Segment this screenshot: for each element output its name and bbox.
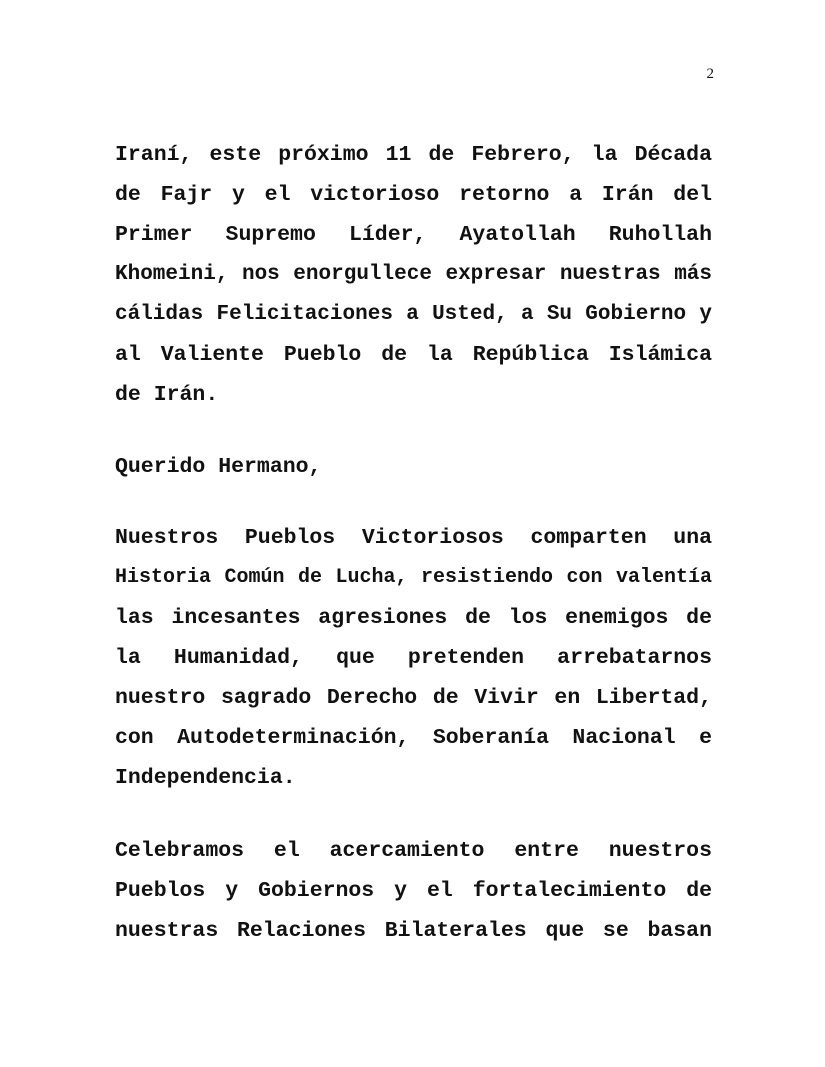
paragraph-congratulations bbox=[115, 135, 712, 415]
text-line: Pueblos y Gobiernos y el fortalecimiento de bbox=[115, 879, 712, 903]
text-line: las incesantes agresiones de los enemigos de bbox=[115, 606, 712, 630]
page-number: 2 bbox=[706, 66, 714, 82]
text-line: Iraní, este próximo 11 de Febrero, la Década bbox=[115, 143, 712, 167]
text-line: Nuestros Pueblos Victoriosos comparten una bbox=[115, 526, 712, 550]
text-line: de Fajr y el victorioso retorno a Irán del bbox=[115, 183, 712, 207]
paragraph-common-history bbox=[115, 518, 712, 798]
text-line: Primer Supremo Líder, Ayatollah Ruhollah bbox=[115, 223, 712, 247]
text-line: nuestras Relaciones Bilaterales que se basan bbox=[115, 919, 712, 943]
text-line: Independencia. bbox=[115, 766, 296, 790]
text-line: Querido Hermano, bbox=[115, 455, 322, 479]
text-line: cálidas Felicitaciones a Usted, a Su Gobierno y bbox=[115, 303, 712, 326]
text-line: Celebramos el acercamiento entre nuestros bbox=[115, 839, 712, 863]
paragraph-salutation bbox=[115, 447, 712, 487]
text-line: Historia Común de Lucha, resistiendo con valentía bbox=[115, 566, 712, 589]
text-line: Khomeini, nos enorgullece expresar nuestras más bbox=[115, 263, 712, 286]
text-line: al Valiente Pueblo de la República Islámica bbox=[115, 343, 712, 367]
text-line: nuestro sagrado Derecho de Vivir en Libertad, bbox=[115, 686, 712, 710]
text-line: con Autodeterminación, Soberanía Nacional e bbox=[115, 726, 712, 750]
paragraph-bilateral-relations bbox=[115, 831, 712, 951]
text-line: la Humanidad, que pretenden arrebatarnos bbox=[115, 646, 712, 670]
text-line: de Irán. bbox=[115, 383, 219, 407]
